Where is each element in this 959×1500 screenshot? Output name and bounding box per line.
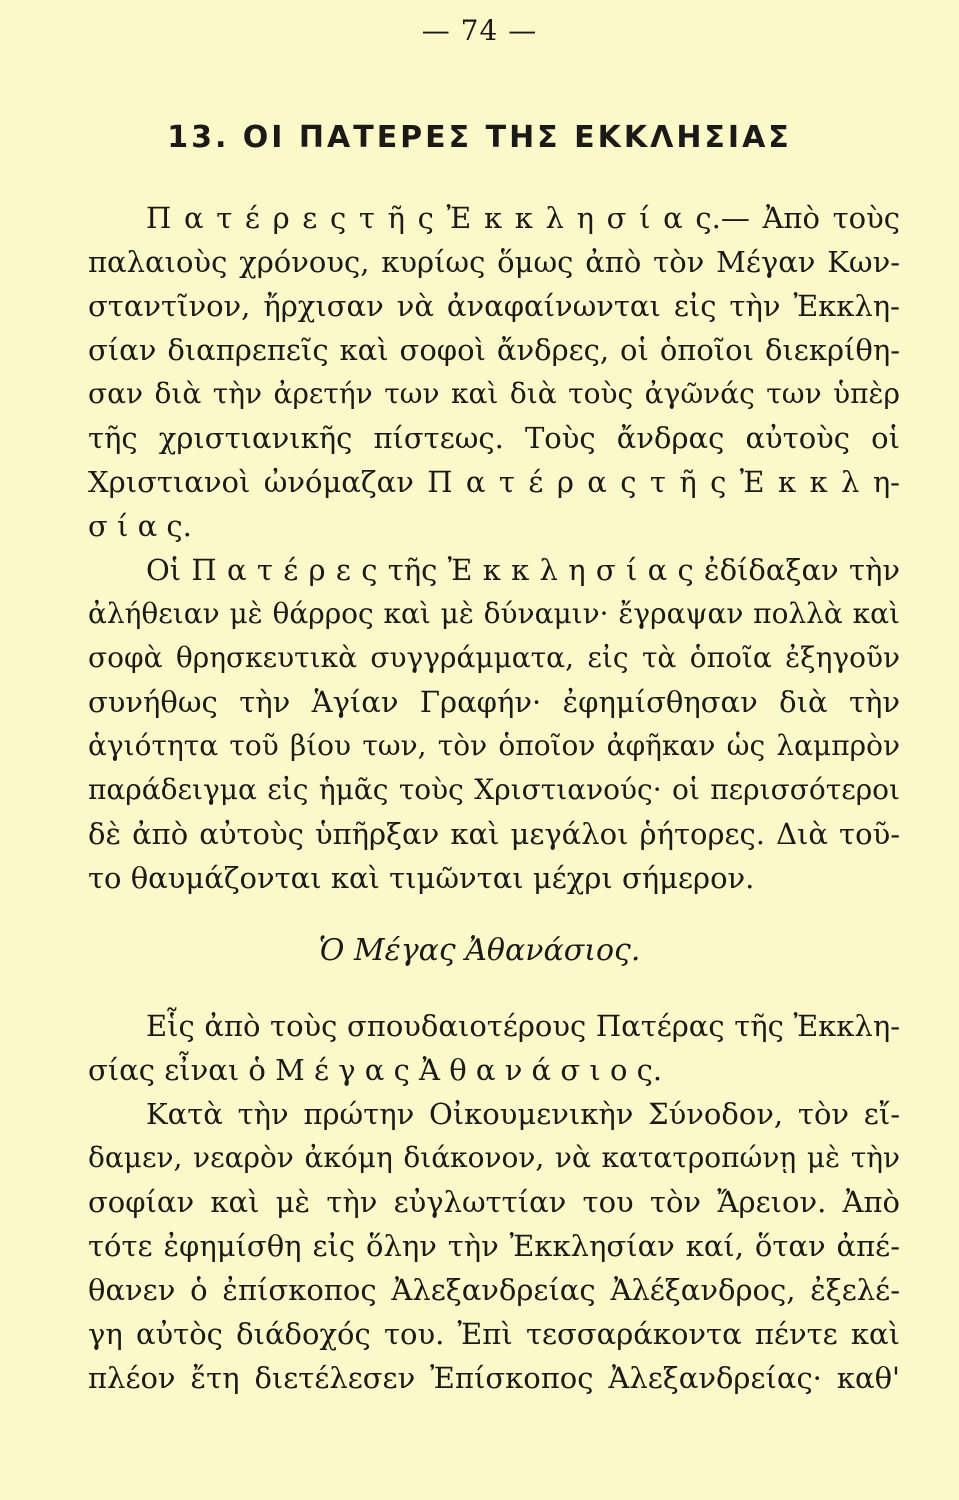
text-line: παράδειγμα εἰς ἡμᾶς τοὺς Χριστιανούς· οἱ περισσότεροι	[88, 773, 900, 806]
text-line: σίας εἶναι ὁ Μ έ γ α ς Ἀ θ α ν ά σ ι ο ς.	[88, 1053, 663, 1087]
text-line: συνήθως τὴν Ἁγίαν Γραφήν· ἐφημίσθησαν διὰ τὴν	[88, 685, 900, 719]
text-line: παλαιοὺς χρόνους, κυρίως ὅμως ἀπὸ τὸν Μέγαν Κων-	[88, 245, 900, 279]
text-line: πλέον ἔτη διετέλεσεν Ἐπίσκοπος Ἀλεξανδρείας· καθ'	[88, 1361, 900, 1395]
text-line: Χριστιανοὶ ὠνόμαζαν Π α τ έ ρ α ς τ ῆ ς Ἐ κ κ λ η-	[88, 465, 900, 499]
text-line: ἁγιότητα τοῦ βίου των, τὸν ὁποῖον ἀφῆκαν ὡς λαμπρὸν	[88, 729, 900, 762]
text-line: θανεν ὁ ἐπίσκοπος Ἀλεξανδρείας Ἀλέξανδρος, ἐξελέ-	[88, 1273, 900, 1307]
text-line: τῆς χριστιανικῆς πίστεως. Τοὺς ἄνδρας αὐτοὺς οἱ	[88, 421, 900, 455]
text-line: γη αὐτὸς διάδοχός του. Ἐπὶ τεσσαράκοντα πέντε καὶ	[88, 1317, 900, 1351]
text-line: ἀλήθειαν μὲ θάρρος καὶ μὲ δύναμιν· ἔγραψαν πολλὰ καὶ	[88, 597, 900, 630]
text-line: σαν διὰ τὴν ἀρετήν των καὶ διὰ τοὺς ἀγῶνάς των ὑπὲρ	[88, 377, 900, 410]
text-line: δαμεν, νεαρὸν ἀκόμη διάκονον, νὰ κατατροπώνῃ μὲ τὴν	[88, 1141, 900, 1174]
text-line: σταντῖνον, ἤρχισαν νὰ ἀναφαίνωνται εἰς τὴν Ἐκκλη-	[88, 289, 900, 323]
text-line: σ ί α ς.	[88, 509, 192, 543]
text-line: σίαν διαπρεπεῖς καὶ σοφοὶ ἄνδρες, οἱ ὁποῖοι διεκρίθη-	[88, 333, 900, 367]
text-line: σοφίαν καὶ μὲ τὴν εὐγλωττίαν του τὸν Ἄρειον. Ἀπὸ	[88, 1185, 900, 1219]
text-line: Εἷς ἀπὸ τοὺς σπουδαιοτέρους Πατέρας τῆς Ἐκκλη-	[146, 1009, 900, 1043]
text-line: τότε ἐφημίσθη εἰς ὅλην τὴν Ἐκκλησίαν καί, ὅταν ἀπέ-	[88, 1229, 900, 1263]
text-line: δὲ ἀπὸ αὐτοὺς ὑπῆρξαν καὶ μεγάλοι ῥήτορες. Διὰ τοῦ-	[88, 817, 900, 851]
page-number: — 74 —	[421, 14, 538, 47]
text-line: το θαυμάζονται καὶ τιμῶνται μέχρι σήμερον.	[88, 861, 755, 895]
text-line: Οἱ Π α τ έ ρ ε ς τῆς Ἐ κ κ λ η σ ί α ς ἐδίδαξαν τὴν	[146, 553, 900, 587]
text-line: σοφὰ θρησκευτικὰ συγγράμματα, εἰς τὰ ὁποῖα ἐξηγοῦν	[88, 641, 900, 674]
section-subheading: Ὁ Μέγας Ἀθανάσιος.	[318, 933, 641, 968]
chapter-title: 13. ΟΙ ΠΑΤΕΡΕΣ ΤΗΣ ΕΚΚΛΗΣΙΑΣ	[167, 120, 792, 155]
text-line: Π α τ έ ρ ε ς τ ῆ ς Ἐ κ κ λ η σ ί α ς.— Ἀπὸ τοὺς	[146, 201, 900, 235]
text-line: Κατὰ τὴν πρώτην Οἰκουμενικὴν Σύνοδον, τὸν εἴ-	[146, 1097, 900, 1131]
